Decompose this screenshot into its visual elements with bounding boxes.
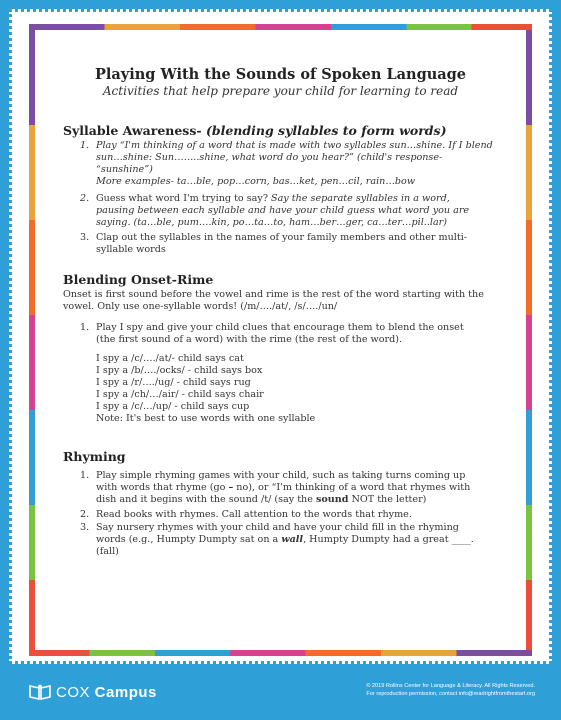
top-bar <box>29 24 532 30</box>
note-line: Note: It's best to use words with one syllable <box>96 413 316 424</box>
logo-text <box>56 684 157 701</box>
text-run: dish and it begins with the sound /t/ (say the <box>96 494 316 505</box>
example-line: I spy a /b/…./ocks/ - child says box <box>96 365 263 376</box>
onset-heading: Blending Onset-Rime <box>63 272 214 287</box>
syllable-item-1 <box>96 140 493 188</box>
list-number: 3. <box>80 232 90 243</box>
text-line: Play I spy and give your child clues that encourage them to blend the onset <box>96 322 464 333</box>
text-line: Clap out the syllables in the names of your family members and other multi- <box>96 232 468 243</box>
list-number: 1. <box>80 470 90 481</box>
rhyming-item-2 <box>96 509 412 521</box>
logo-text-a: COX <box>56 683 91 701</box>
onset-intro <box>63 289 484 313</box>
text-line: Play “I'm thinking of a word that is made with two syllables sun…shine. If I blend <box>96 140 493 151</box>
right-stripe-orange <box>526 125 532 220</box>
syllable-heading-italic: (blending syllables to form words) <box>205 123 447 138</box>
list-number: 2. <box>80 193 90 204</box>
text-line: sun…shine: Sun……..shine, what word do you hear?” (child's response- <box>96 152 443 163</box>
copyright-text: © 2019 Rollins Center for Language & Literacy. All Rights Reserved. <box>366 683 535 689</box>
text-line: Say nursery rhymes with your child and have your child fill in the rhyming <box>96 522 459 533</box>
rhyming-item-3 <box>96 522 474 558</box>
text-line: Play simple rhyming games with your child, such as taking turns coming up <box>96 470 466 481</box>
text-run: , Humpty Dumpty had a great ____. <box>303 534 474 545</box>
text-run: with words that rhyme (go <box>96 482 229 493</box>
onset-examples <box>96 353 315 425</box>
bottom-bar <box>29 650 532 656</box>
text-line <box>96 494 470 506</box>
syllable-item-3 <box>96 232 467 256</box>
left-stripe-orange <box>29 125 35 220</box>
right-stripe-blue <box>526 410 532 505</box>
list-number: 1. <box>80 140 90 151</box>
right-stripe-pink <box>526 315 532 410</box>
text-line <box>96 193 469 205</box>
page-title: Playing With the Sounds of Spoken Language <box>94 66 467 83</box>
logo-text-b: Campus <box>90 683 157 701</box>
cox-campus-logo[interactable] <box>28 682 157 702</box>
text-run: NOT the letter) <box>348 494 427 505</box>
text-run: wall <box>281 534 304 545</box>
page-subtitle: Activities that help prepare your child for learning to read <box>102 84 459 98</box>
book-icon <box>28 683 52 701</box>
rhyming-item-1 <box>96 470 470 506</box>
text-line: More examples- ta…ble, pop…corn, bas…ket, pen…cil, rain…bow <box>96 176 416 187</box>
footer-legal <box>366 682 535 698</box>
text-run: words (e.g., Humpty Dumpty sat on a <box>96 534 282 545</box>
rhyming-heading: Rhyming <box>63 449 126 464</box>
permission-text: For reproduction permission, contact info@readrightfromthestart.org <box>366 691 535 697</box>
list-number: 1. <box>80 322 90 333</box>
example-line: I spy a /ch/…/air/ - child says chair <box>96 389 264 400</box>
text-line: (fall) <box>96 546 119 557</box>
example-line: I spy a /r/…./ug/ - child says rug <box>96 377 251 388</box>
syllable-heading <box>63 123 447 138</box>
left-stripe-pink <box>29 315 35 410</box>
text-line: vowel. Only use one-syllable words! (/m/…./at/, /s/…./un/ <box>63 301 338 312</box>
text-run: no), or “I'm thinking of a word that rhymes with <box>233 482 471 493</box>
text-line: syllable words <box>96 244 166 255</box>
text-run: Guess what word I'm trying to say? <box>96 193 272 204</box>
text-line <box>96 534 474 546</box>
left-stripe-red <box>29 220 35 315</box>
text-line: (the first sound of a word) with the rime (the rest of the word). <box>96 334 403 345</box>
text-line: saying. (ta…ble, pum….kin, po…ta…to, ham…ber…ger, ca…ter…pil..lar) <box>96 217 448 228</box>
left-stripe-blue <box>29 410 35 505</box>
text-run: Say the separate syllables in a word, <box>271 193 450 204</box>
right-stripe-red <box>526 220 532 315</box>
example-line: I spy a /c/…./at/- child says cat <box>96 353 244 364</box>
syllable-heading-label: Syllable Awareness- <box>63 123 202 138</box>
list-number: 2. <box>80 509 90 520</box>
left-stripe-coral <box>29 580 35 656</box>
onset-item-1 <box>96 322 464 346</box>
text-run: sound <box>315 494 349 505</box>
right-stripe-green <box>526 505 532 580</box>
text-run: – <box>228 482 234 493</box>
text-line: Onset is first sound before the vowel and rime is the rest of the word starting with the <box>63 289 484 300</box>
syllable-item-2 <box>96 193 469 229</box>
text-line <box>96 482 470 494</box>
list-number: 3. <box>80 522 90 533</box>
text-line: “sunshine”) <box>96 164 153 175</box>
text-line: Read books with rhymes. Call attention to the words that rhyme. <box>96 509 412 520</box>
left-stripe-green <box>29 505 35 580</box>
right-stripe-coral <box>526 580 532 656</box>
example-line: I spy a /c/…/up/ - child says cup <box>96 401 250 412</box>
text-line: pausing between each syllable and have your child guess what word you are <box>96 205 470 216</box>
